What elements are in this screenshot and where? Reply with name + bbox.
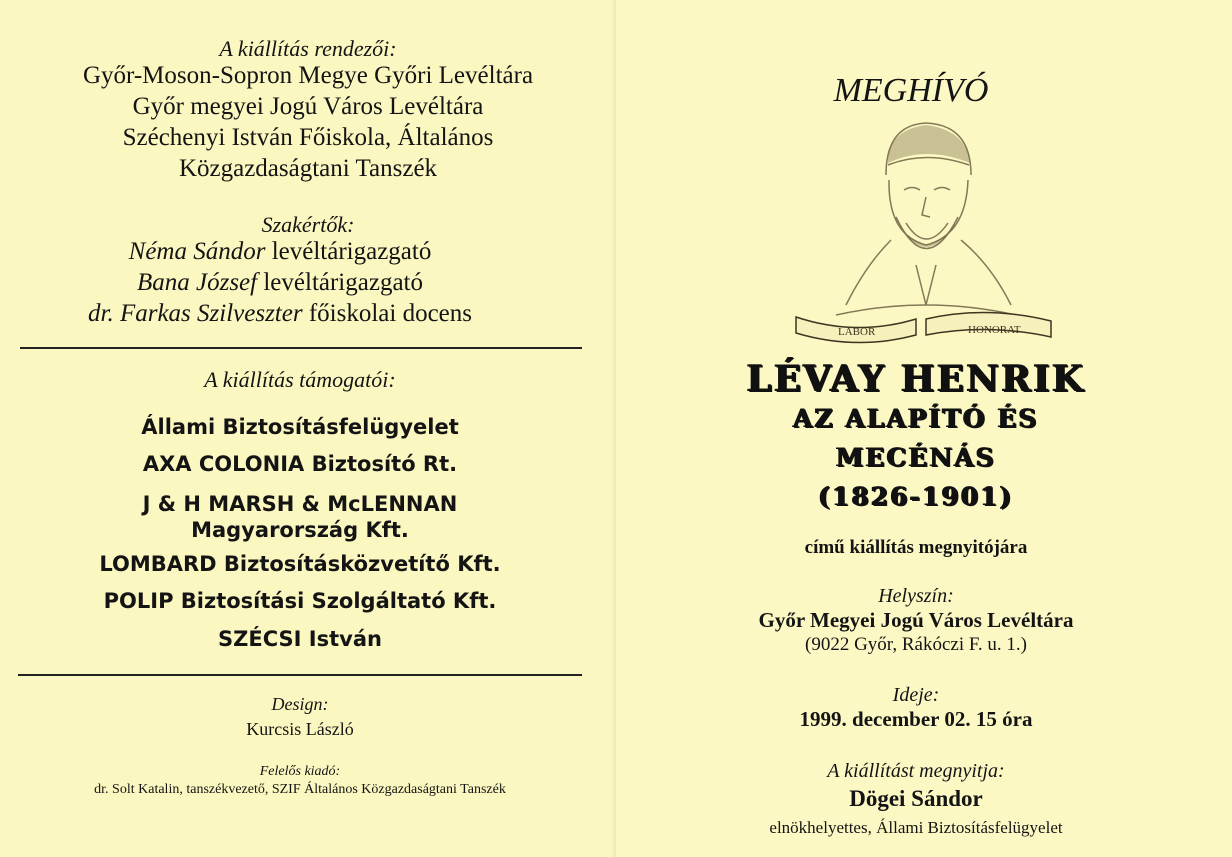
right-panel (616, 0, 1232, 857)
venue-heading: Helyszín: (878, 585, 954, 607)
title-line-1: LÉVAY HENRIK (746, 358, 1086, 400)
experts-list (0, 236, 560, 329)
divider (20, 347, 582, 349)
sponsor-item: AXA COLONIA Biztosító Rt. (142, 452, 458, 476)
design-heading: Design: (271, 694, 329, 714)
sponsor-item: Állami Biztosításfelügyelet (141, 415, 459, 439)
expert-role: főiskolai docens (302, 300, 472, 327)
sponsor-item: LOMBARD Biztosításközvetítő Kft. (99, 552, 501, 576)
expert-line (0, 267, 560, 298)
opener-heading: A kiállítást megnyitja: (827, 760, 1005, 782)
invitation-title: MEGHÍVÓ (833, 72, 989, 109)
expert-name: dr. Farkas Szilveszter (88, 300, 303, 327)
banner-text-left: LABOR (838, 326, 876, 338)
title-line-3: MECÉNÁS (836, 443, 996, 472)
organizers-list (0, 60, 616, 184)
opener-name: Dögei Sándor (849, 786, 983, 811)
expert-role: levéltárigazgató (257, 269, 423, 296)
sponsor-item: POLIP Biztosítási Szolgáltató Kft. (103, 589, 497, 613)
title-line-4: (1826-1901) (818, 482, 1014, 511)
sponsor-item: Magyarország Kft. (191, 518, 409, 542)
subtitle: című kiállítás megnyitójára (804, 537, 1028, 558)
expert-role: levéltárigazgató (265, 238, 432, 265)
sponsor-item: SZÉCSI István (218, 627, 382, 651)
expert-line (0, 236, 560, 267)
experts-heading: Szakértők: (261, 212, 355, 237)
expert-line (0, 298, 560, 329)
expert-name: Néma Sándor (128, 238, 266, 265)
sponsors-heading: A kiállítás támogatói: (204, 367, 396, 392)
expert-name: Bana József (136, 269, 258, 296)
publisher-text: dr. Solt Katalin, tanszékvezető, SZIF Általános Közgazdaságtani Tanszék (94, 782, 506, 797)
organizer-line: Győr megyei Jogú Város Levéltára (132, 93, 484, 120)
venue-address: (9022 Győr, Rákóczi F. u. 1.) (805, 634, 1027, 655)
time-heading: Ideje: (892, 684, 940, 706)
banner-text-right: HONORAT (968, 324, 1021, 336)
portrait-illustration (776, 105, 1066, 345)
divider (18, 674, 582, 676)
venue-name: Győr Megyei Jogú Város Levéltára (758, 608, 1074, 632)
opener-title: elnökhelyettes, Állami Biztosításfelügyelet (769, 818, 1063, 837)
organizer-line: Győr-Moson-Sopron Megye Győri Levéltára (82, 62, 534, 89)
title-line-2: AZ ALAPÍTÓ ÉS (793, 404, 1039, 433)
design-name: Kurcsis László (246, 719, 354, 739)
time-value: 1999. december 02. 15 óra (799, 707, 1033, 731)
organizers-heading: A kiállítás rendezői: (219, 36, 397, 61)
publisher-heading: Felelős kiadó: (259, 764, 341, 779)
sponsor-item: J & H MARSH & McLENNAN (142, 492, 458, 516)
organizer-line: Széchenyi István Főiskola, Általános (122, 124, 494, 151)
organizer-line: Közgazdaságtani Tanszék (178, 155, 438, 182)
